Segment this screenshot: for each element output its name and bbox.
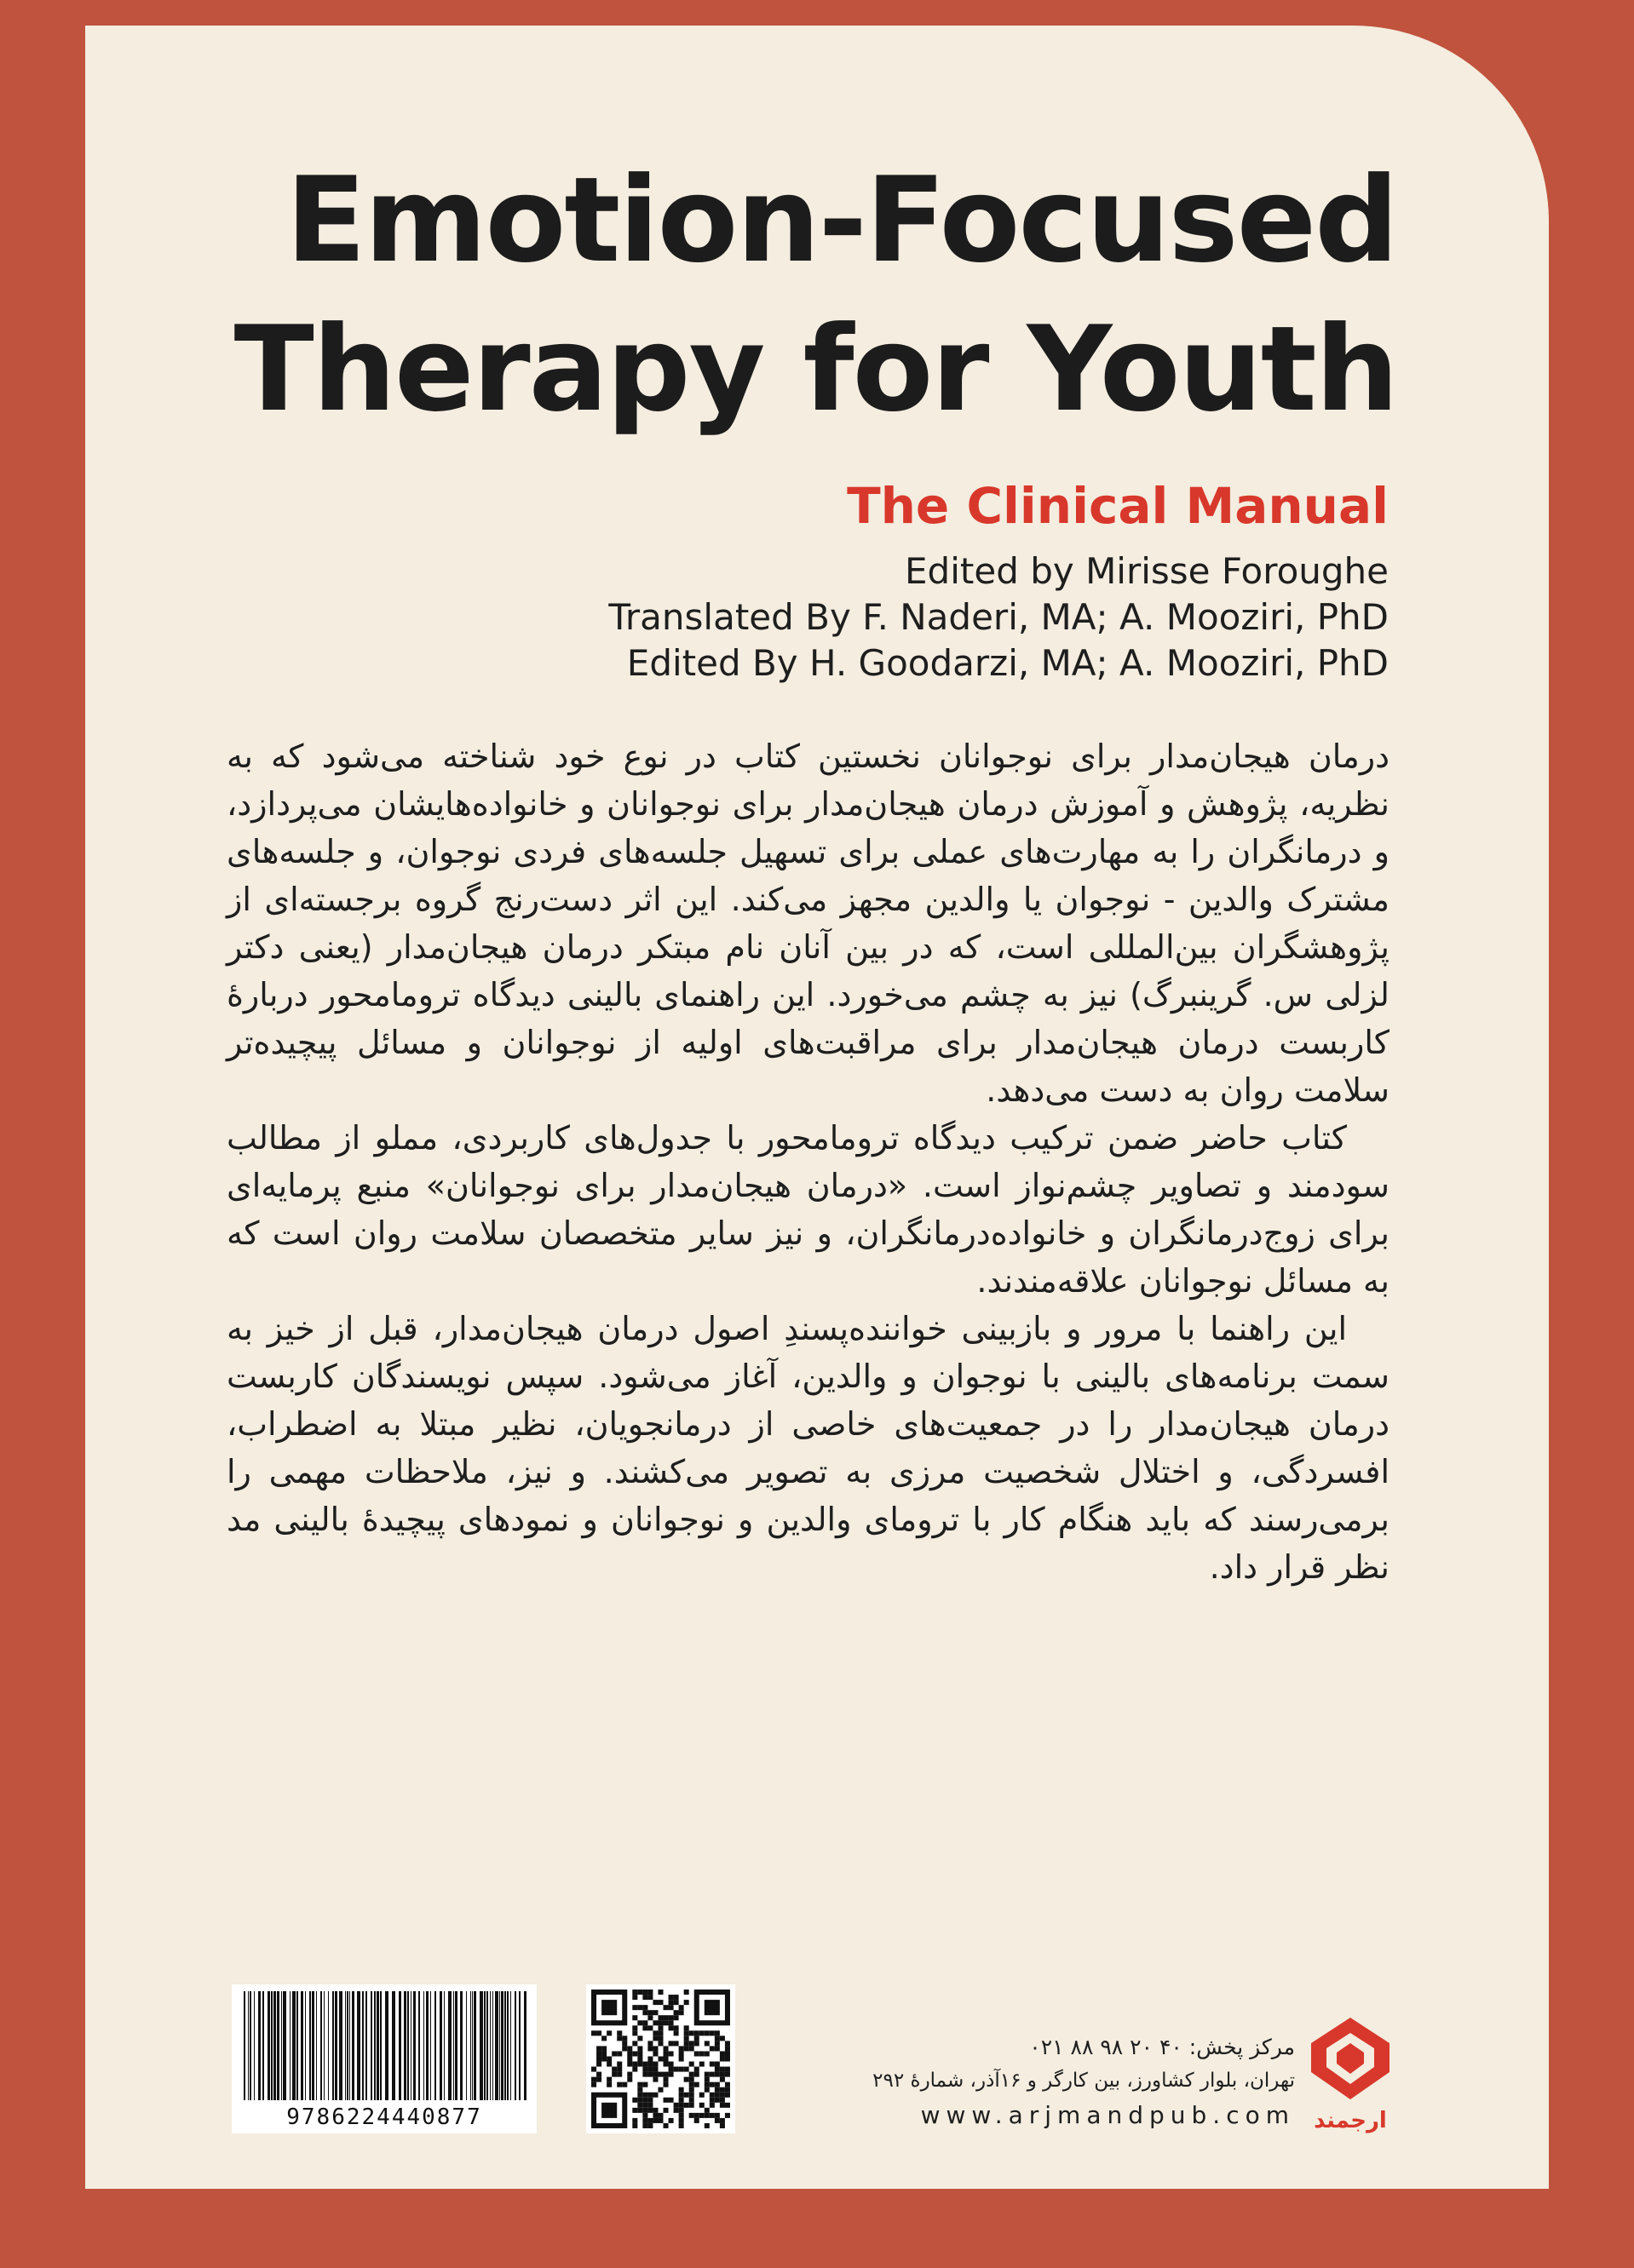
- translator-credit: Translated By F. Naderi, MA; A. Mooziri, PhD: [608, 596, 1389, 638]
- book-title-line-2: Therapy for Youth: [233, 301, 1397, 438]
- description-paragraph-1: درمان هیجان‌مدار برای نوجوانان نخستین کتاب در نوع خود شناخته می‌شود که به نظریه، پژوهش و آموزش درمان هیجان‌مدار برای نوجوانان و خانواده‌هایشان می‌پردازد، و درمانگران را به مهارت‌های عملی برای تسهیل جلسه‌های فردی نوجوان، و جلسه‌های مشترک والدین - نوجوان یا والدین مجهز می‌کند. این اثر دست‌رنج گروه برجسته‌ای از پژوهشگران بین‌المللی است، که در بین آنان نام مبتکر درمان هیجان‌مدار (یعنی دکتر لزلی س. گرینبرگ) نیز به چشم می‌خورد. این راهنمای بالینی دیدگاه ترومامحور دربارهٔ کاربست درمان هیجان‌مدار برای مراقبت‌های اولیه از نوجوانان و مسائل پیچیده‌تر سلامت روان به دست می‌دهد.: [227, 738, 1389, 1109]
- book-title-line-1: Emotion-Focused: [285, 152, 1397, 289]
- publisher-website: www.arjmandpub.com: [920, 2101, 1295, 2129]
- description-paragraph-3: این راهنما با مرور و بازبینی خواننده‌پسندِ اصول درمان هیجان‌مدار، قبل از خیز به سمت برنامه‌های بالینی با نوجوان و والدین، آغاز می‌شود. سپس نویسندگان کاربست درمان هیجان‌مدار را در جمعیت‌های خاصی از درمانجویان، نظیر مبتلا به اضطراب، افسردگی، و اختلال شخصیت مرزی به تصویر می‌کشند. و نیز، ملاحظات مهمی را برمی‌رسند که باید هنگام کار با ترومای والدین و نوجوانان و نمودهای پیچیدهٔ بالینی مد نظر قرار داد.: [227, 1310, 1389, 1586]
- editor-credit: Edited by Mirisse Foroughe: [905, 550, 1389, 592]
- qr-code-icon: [586, 1984, 735, 2133]
- publisher-info: [818, 2030, 1295, 2134]
- publisher-address: تهران، بلوار کشاورز، بین کارگر و ۱۶آذر، شمارهٔ ۲۹۲: [872, 2070, 1295, 2092]
- edited-by-credit: Edited By H. Goodarzi, MA; A. Mooziri, PhD: [626, 642, 1389, 684]
- book-description: [227, 732, 1389, 1591]
- description-paragraph-2: کتاب حاضر ضمن ترکیب دیدگاه ترومامحور با جدول‌های کاربردی، مملو از مطالب سودمند و تصاویر چشم‌نواز است. «درمان هیجان‌مدار برای نوجوانان» منبع پرمایه‌ای برای زوج‌درمانگران و خانواده‌درمانگران، و نیز سایر متخصصان سلامت روان است که به مسائل نوجوانان علاقه‌مندند.: [227, 1119, 1389, 1300]
- publisher-logo: [1308, 2014, 1393, 2142]
- isbn-barcode: [232, 1984, 537, 2133]
- publisher-logo-icon: [1308, 2014, 1393, 2104]
- isbn-number: 9786224440877: [286, 2104, 482, 2130]
- barcode-bars: [240, 1991, 528, 2100]
- distribution-center-phone: مرکز پخش: ۴۰ ۲۰ ۹۸ ۸۸ ۰۲۱: [1029, 2035, 1295, 2059]
- book-subtitle: The Clinical Manual: [847, 477, 1389, 535]
- publisher-name: ارجمند: [1314, 2108, 1387, 2133]
